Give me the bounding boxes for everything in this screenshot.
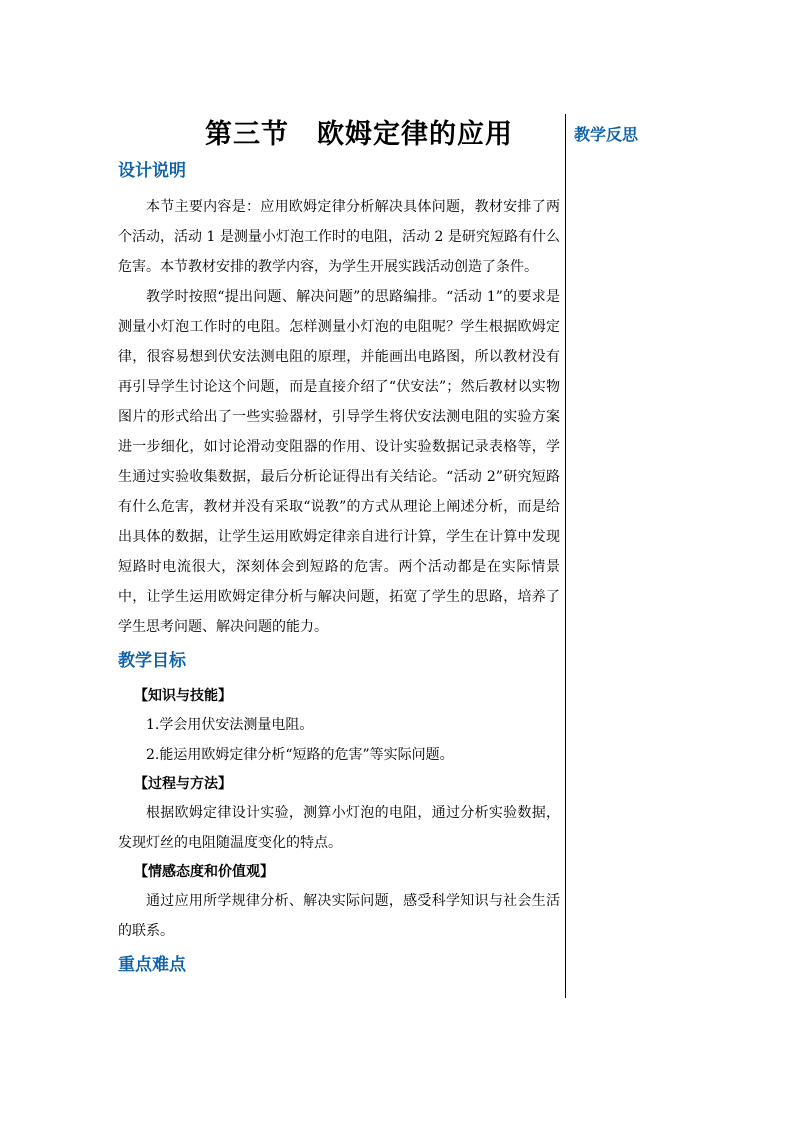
attitude-heading: 【情感态度和价值观】 [134,864,274,880]
process-text: 根据欧姆定律设计实验，测算小灯泡的电阻，通过分析实验数据，发现灯丝的电阻随温度变化的特点。 [118,805,560,851]
difficulty-section [118,952,560,978]
knowledge-item-2: 2.能运用欧姆定律分析“短路的危害”等实际问题。 [146,747,454,763]
main-content [118,114,560,986]
goals-heading: 教学目标 [118,651,186,671]
knowledge-item-1: 1.学会用伏安法测量电阻。 [146,717,314,733]
page-title: 第三节 欧姆定律的应用 [205,119,513,150]
process-heading: 【过程与方法】 [134,776,232,792]
design-paragraph-2: 教学时按照“提出问题、解决问题”的思路编排。“活动 1”的要求是测量小灯泡工作时的电阻。怎样测量小灯泡的电阻呢？学生根据欧姆定律，很容易想到伏安法测电阻的原理，并能画出电路图，所以教材没有再引导学生讨论这个问题，而是直接介绍了“伏安法”；然后教材以实物图片的形式给出了一些实验器材，引导学生将伏安法测电阻的实验方案进一步细化，如讨论滑动变阻器的作用、设计实验数据记录表格等，学生通过实验收集数据，最后分析论证得出有关结论。“活动 2”研究短路有什么危害，教材并没有采取“说教”的方式从理论上阐述分析，而是给出具体的数据，让学生运用欧姆定律亲自进行计算，学生在计算中发现短路时电流很大，深刻体会到短路的危害。两个活动都是在实际情景中，让学生运用欧姆定律分析与解决问题，拓宽了学生的思路，培养了学生思考问题、解决问题的能力。 [118,289,560,635]
goals-section [118,648,560,946]
knowledge-heading: 【知识与技能】 [134,688,232,704]
design-heading: 设计说明 [118,161,186,181]
difficulty-heading: 重点难点 [118,955,186,975]
design-paragraph-1: 本节主要内容是：应用欧姆定律分析解决具体问题，教材安排了两个活动，活动 1 是测量小灯泡工作时的电阻，活动 2 是研究短路有什么危害。本节教材安排的教学内容，为学生开展实践活动创造了条件。 [118,199,560,275]
column-divider [565,114,566,998]
design-section [118,158,560,642]
reflection-heading: 教学反思 [574,125,639,144]
attitude-text: 通过应用所学规律分析、解决实际问题，感受科学知识与社会生活的联系。 [118,893,560,939]
